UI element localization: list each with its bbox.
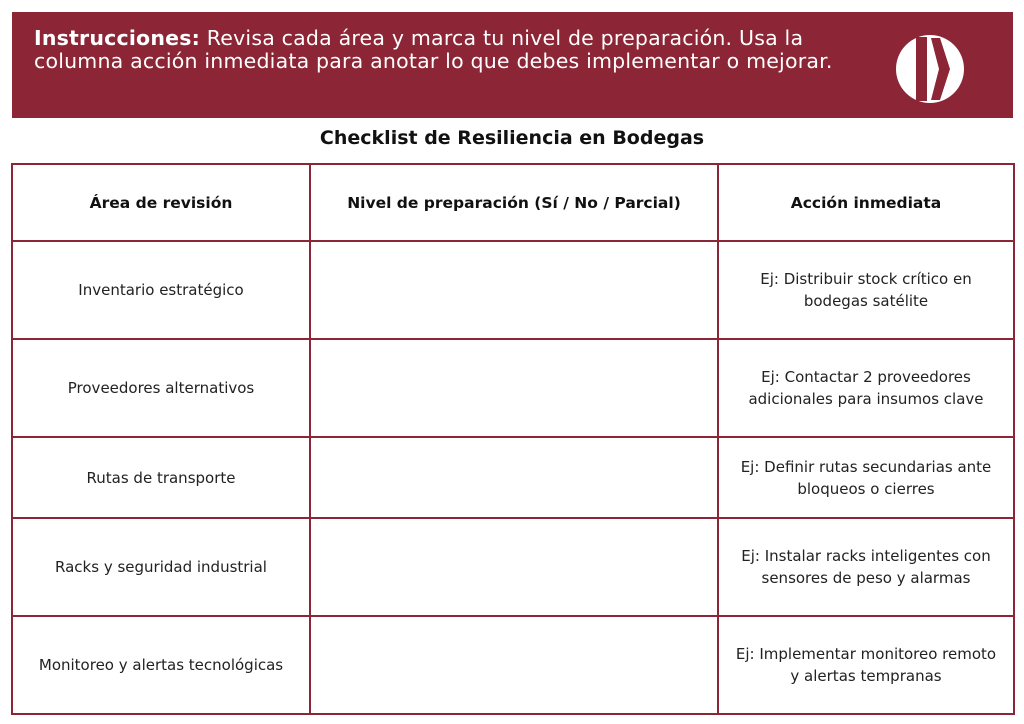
instructions-text <box>34 27 834 73</box>
table-row <box>12 518 1014 616</box>
area-cell: Monitoreo y alertas tecnológicas <box>12 616 310 714</box>
action-cell: Ej: Distribuir stock crítico en bodegas satélite <box>718 241 1014 339</box>
table-row <box>12 339 1014 437</box>
action-cell: Ej: Instalar racks inteligentes con sensores de peso y alarmas <box>718 518 1014 616</box>
area-cell: Proveedores alternativos <box>12 339 310 437</box>
table-row <box>12 616 1014 714</box>
level-cell[interactable] <box>310 518 718 616</box>
column-header-area: Área de revisión <box>12 164 310 241</box>
action-cell: Ej: Implementar monitoreo remoto y alertas tempranas <box>718 616 1014 714</box>
level-cell[interactable] <box>310 241 718 339</box>
brand-k-logo-icon <box>894 33 966 105</box>
page-title: Checklist de Resiliencia en Bodegas <box>319 127 705 149</box>
instructions-body: Revisa cada área y marca tu nivel de preparación. Usa la columna acción inmediata para anotar lo que debes implementar o mejorar. <box>34 26 833 73</box>
area-cell: Racks y seguridad industrial <box>12 518 310 616</box>
column-header-level: Nivel de preparación (Sí / No / Parcial) <box>310 164 718 241</box>
checklist-table <box>11 163 1015 715</box>
table-row <box>12 437 1014 518</box>
action-cell: Ej: Definir rutas secundarias ante bloqueos o cierres <box>718 437 1014 518</box>
table-row <box>12 241 1014 339</box>
action-cell: Ej: Contactar 2 proveedores adicionales para insumos clave <box>718 339 1014 437</box>
level-cell[interactable] <box>310 339 718 437</box>
area-cell: Inventario estratégico <box>12 241 310 339</box>
instructions-lead: Instrucciones: <box>34 26 201 50</box>
area-cell: Rutas de transporte <box>12 437 310 518</box>
instructions-banner <box>12 12 1013 118</box>
column-header-action: Acción inmediata <box>718 164 1014 241</box>
level-cell[interactable] <box>310 437 718 518</box>
level-cell[interactable] <box>310 616 718 714</box>
table-header-row <box>12 164 1014 241</box>
